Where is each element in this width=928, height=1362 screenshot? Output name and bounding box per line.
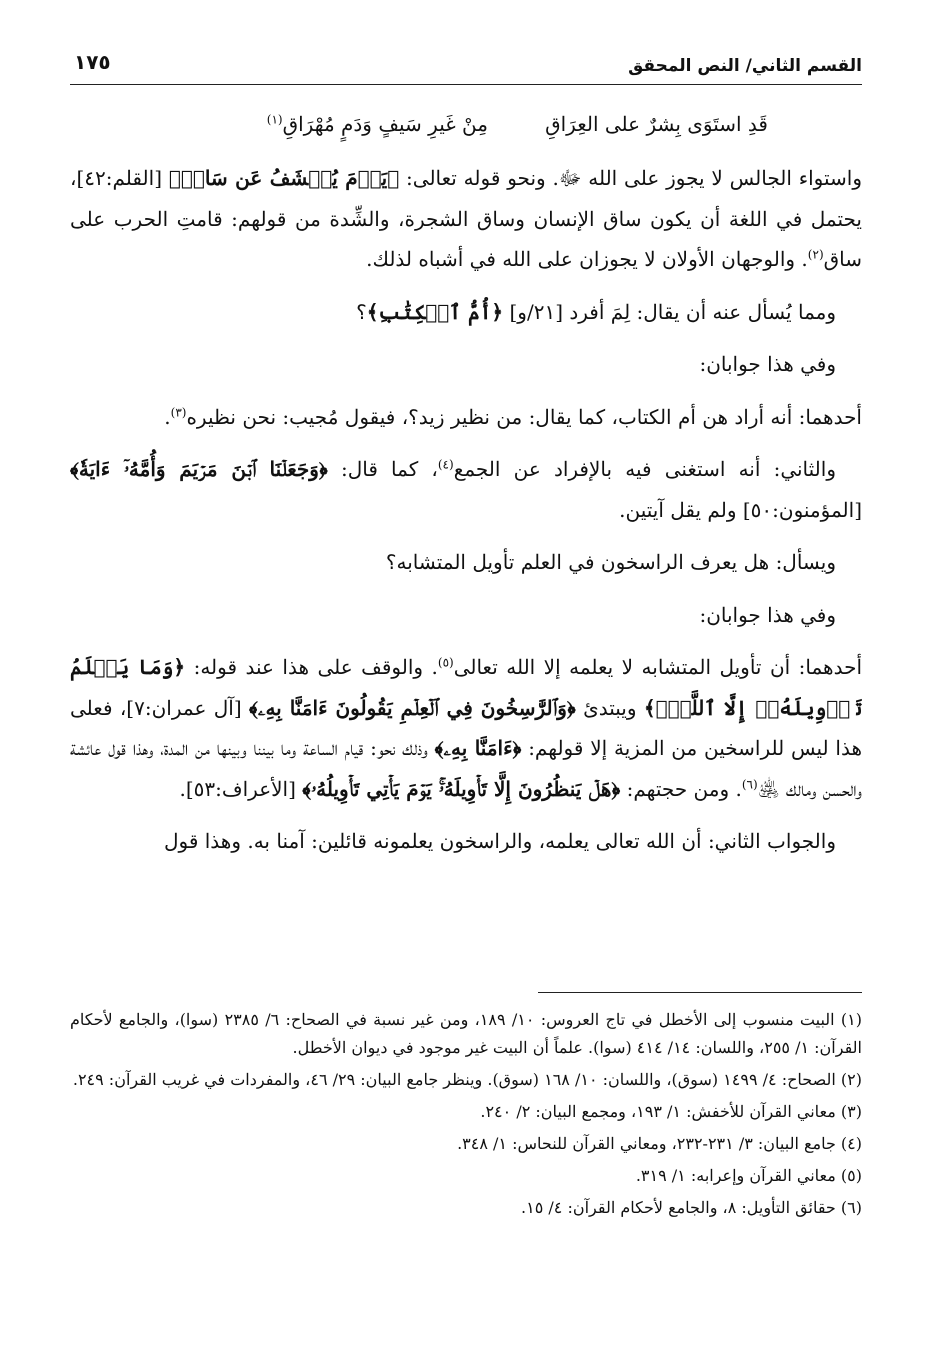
footnote: (٢) الصحاح: ٤/ ١٤٩٩ (سوق)، واللسان: ١٠/ ١٦٨ (سوق). وينظر جامع البيان: ٢٩/ ٤٦، والمفردات في غريب القرآن: ٢٤٩. <box>72 1070 862 1089</box>
paragraph: ويسأل: هل يعرف الراسخون في العلم تأويل المتشابه؟ <box>385 550 836 574</box>
quran-quote: ﴿هَلۡ يَنظُرُونَ إِلَّا تَأۡوِيلَهُۥۚ يَوۡمَ يَأۡتِي تَأۡوِيلُهُۥ﴾ <box>302 776 621 801</box>
section-title: القسم الثاني/ النص المحقق <box>628 56 862 76</box>
paragraph: والجواب الثاني: أن الله تعالى يعلمه، والراسخون يعلمونه قائلين: آمنا به. وهذا قول <box>163 829 836 853</box>
quran-quote: ﴿وَٱلرَّٰسِخُونَ فِي ٱلۡعِلۡمِ يَقُولُونَ ءَامَنَّا بِهِۦ﴾ <box>249 695 576 720</box>
footnote: (٦) حقائق التأويل: ٨، والجامع لأحكام القرآن: ٤/ ١٥. <box>521 1198 862 1217</box>
footnote-ref: (١) <box>266 112 283 127</box>
footnote: (٥) معاني القرآن وإعرابه: ١/ ٣١٩. <box>635 1166 862 1185</box>
footnote-ref: (٣) <box>170 404 187 419</box>
paragraph: وفي هذا جوابان: <box>699 602 836 627</box>
quran-quote: ﴿وَمَا يَعۡلَمُ تَأۡوِيلَهُۥٓ إِلَّا ٱللَّهُۗ﴾ <box>70 655 863 720</box>
page-header <box>70 44 862 85</box>
footnote: (٣) معاني القرآن للأخفش: ١/ ١٩٣، ومجمع البيان: ٢/ ٢٤٠. <box>480 1102 862 1121</box>
footnote: (١) البيت منسوب إلى الأخطل في تاج العروس: ١٠/ ١٨٩، ومن غير نسبة في الصحاح: ٦/ ٢٣٨٥ (سوا)، والجامع لأحكام القرآن: ١/ ٢٥٥، واللسان: ١٤/ ٤١٤ (سوا). علماً أن البيت غير موجود في ديوان الأخطل. <box>70 1010 862 1057</box>
footnote: (٤) جامع البيان: ٣/ ٢٣١-٢٣٢، ومعاني القرآن للنحاس: ١/ ٣٤٨. <box>457 1134 862 1153</box>
poetry-hemistich-second: مِنْ غَيرِ سَيفٍ وَدَمٍ مُهْرَاقِ$^{(١)}$ <box>266 112 488 136</box>
quran-quote: ﴿ءَامَنَّا بِهِۦ﴾ <box>434 736 522 760</box>
footnote-ref: (٥) <box>437 655 454 670</box>
quran-quote: ﴿يَوۡمَ يُكۡشَفُ عَن سَاقٖ﴾ <box>168 166 400 190</box>
page-number: ١٧٥ <box>74 50 111 74</box>
paragraph: أحدهما: أنه أراد هن أم الكتاب، كما يقال: من نظير زيد؟، فيقول مُجيب: نحن نظيره$^{(٣)}$. <box>164 404 862 429</box>
paragraph: والثاني: أنه استغنى فيه بالإفراد عن الجمع$^{(٤)}$، كما قال: ﴿وَجَعَلۡنَا ٱبۡنَ مَرۡيَمَ وَأُمَّهُۥٓ ءَايَةٗ﴾ [المؤمنون:٥٠] ولم يقل آيتين. <box>70 457 862 522</box>
paragraph: واستواء الجالس لا يجوز على الله ﷻ. ونحو قوله تعالى: ﴿يَوۡمَ يُكۡشَفُ عَن سَاقٖ﴾ [القلم:٤٢]، يحتمل في اللغة أن يكون ساق الإنسان وساق الشجرة، والشِّدة من قولهم: قامتِ الحرب على ساق$^{(٢)}$. والوجهان الأولان لا يجوزان على الله في أشباه لذلك. <box>70 166 862 271</box>
quran-quote: ﴿وَجَعَلۡنَا ٱبۡنَ مَرۡيَمَ وَأُمَّهُۥٓ ءَايَةٗ﴾ <box>70 457 328 481</box>
poetry-hemistich-first: قَدِ استَوَى بِشرٌ على العِرَاقِ <box>545 112 768 136</box>
main-text <box>70 158 862 874</box>
footnote-ref: (٢) <box>807 247 824 262</box>
footnote-ref: (٤) <box>437 457 454 472</box>
footnote-divider <box>538 992 862 993</box>
paragraph: وفي هذا جوابان: <box>699 352 836 376</box>
quran-quote: ﴿أُمُّ ٱلۡكِتَٰبِ﴾ <box>366 299 504 324</box>
paragraph: أحدهما: أن تأويل المتشابه لا يعلمه إلا الله تعالى$^{(٥)}$. والوقف على هذا عند قوله: ﴿وَمَا يَعۡلَمُ تَأۡوِيلَهُۥٓ إِلَّا ٱللَّهُۗ﴾ ويبتدئ ﴿وَٱلرَّٰسِخُونَ فِي ٱلۡعِلۡمِ يَقُولُونَ ءَامَنَّا بِهِۦ﴾ [آل عمران:٧]، فعلى هذا ليس للراسخين من المزية إلا قولهم: ﴿ءَامَنَّا بِهِۦ﴾ وذلك نحو: قيام الساعة وما بيننا وبينها من المدة، وهذا قول عائشة والحسن ومالك ﵁$^{(٦)}$. ومن حجتهم: ﴿هَلۡ يَنظُرُونَ إِلَّا تَأۡوِيلَهُۥۚ يَوۡمَ يَأۡتِي تَأۡوِيلُهُۥ﴾ [الأعراف:٥٣]. <box>70 655 863 801</box>
paragraph: ومما يُسأل عنه أن يقال: لِمَ أفرد [٢١/و] ﴿أُمُّ ٱلۡكِتَٰبِ﴾؟ <box>356 299 836 324</box>
footnotes <box>70 1006 862 1226</box>
footnote-ref: (٦) <box>741 776 758 791</box>
